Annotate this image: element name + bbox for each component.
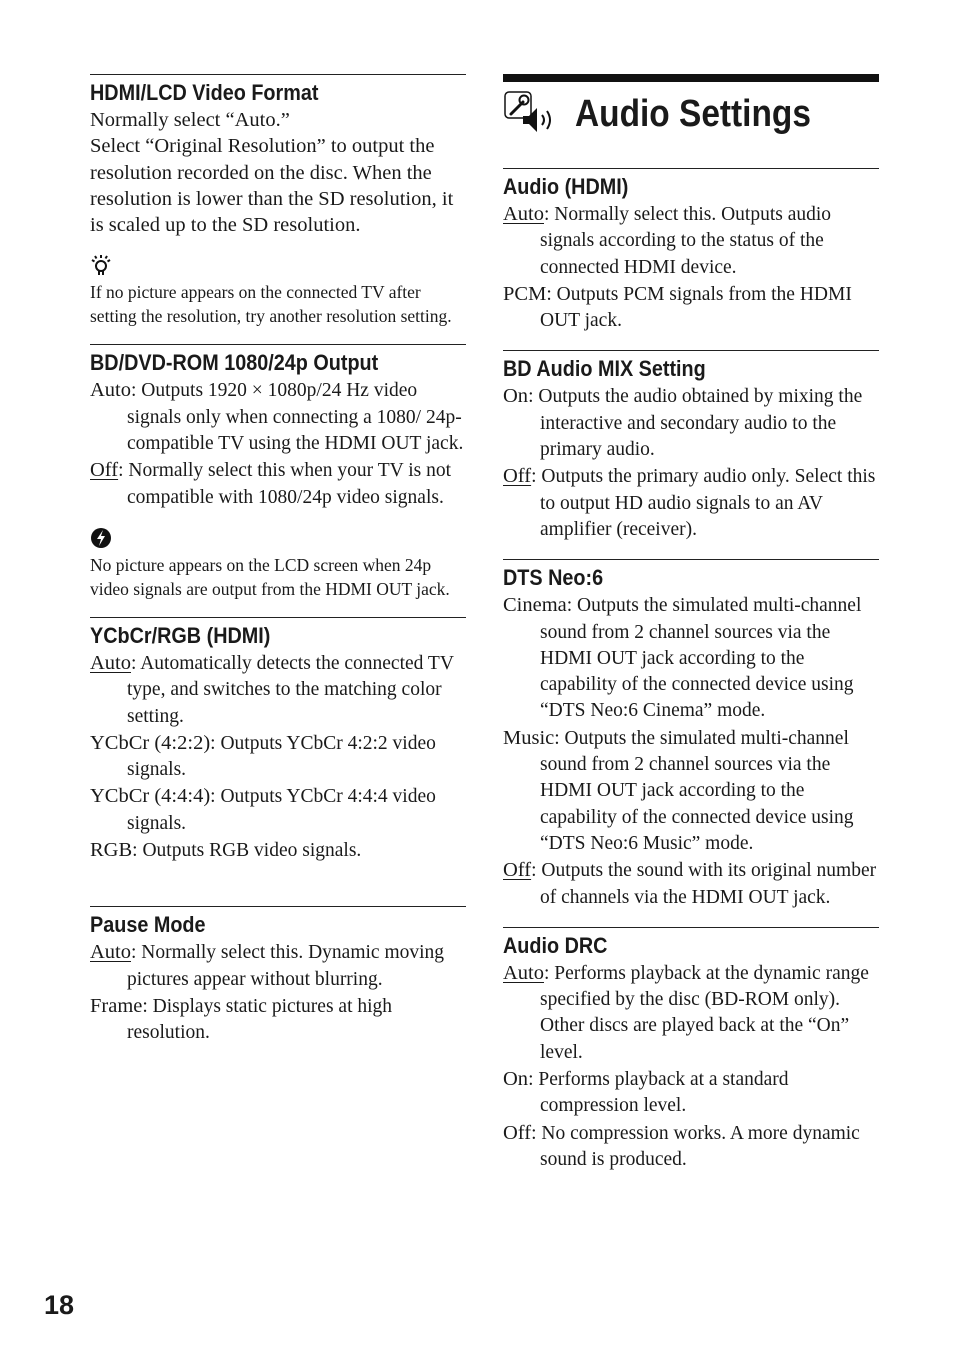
option-description: : Outputs the simulated multi-channel sound from 2 channel sources via the HDMI OUT jack according to the capability of the connected device using “DTS Neo:6 Cinema” mode.: [540, 595, 862, 722]
section-audio-hdmi: [503, 168, 879, 334]
option-description: : Displays static pictures at high resolution.: [127, 995, 393, 1044]
section-heading: Audio DRC: [503, 932, 608, 958]
section-audio-drc: [503, 927, 879, 1173]
hint-text: If no picture appears on the connected TV after setting the resolution, try another resolution setting.: [90, 282, 452, 327]
section-heading: Audio (HDMI): [503, 174, 629, 199]
option-key-default: Off: [90, 459, 119, 482]
section-heading: Pause Mode: [90, 912, 206, 938]
option-description: : Normally select this when your TV is not compatible with 1080/24p video signals.: [118, 460, 452, 508]
option-off: [503, 857, 879, 911]
option-ycbcr-444: [90, 783, 466, 837]
option-description: : No compression works. A more dynamic sound is produced.: [531, 1122, 860, 1170]
option-key: Frame: [90, 994, 143, 1017]
left-column: [90, 74, 466, 1047]
option-frame: [90, 993, 466, 1047]
option-description: : Normally select this. Outputs audio signals according to the status of the connected HDMI device.: [540, 204, 832, 278]
page-number: 18: [44, 1290, 75, 1320]
option-key-default: Auto: [90, 941, 131, 964]
page-title: Audio Settings: [575, 93, 811, 135]
section-pause-mode: [90, 906, 466, 1046]
option-rgb: [90, 837, 466, 864]
section-heading: DTS Neo:6: [503, 565, 604, 591]
option-auto: [90, 650, 466, 730]
option-key: Cinema: [503, 594, 567, 617]
caution-note-icon: [90, 527, 112, 549]
option-description: : Outputs YCbCr 4:4:4 video signals.: [127, 786, 436, 834]
option-description: : Performs playback at the dynamic range specified by the disc (BD-ROM only). Other discs are played back at the “On” level.: [540, 962, 869, 1063]
option-key: YCbCr (4:2:2): [90, 731, 211, 754]
paragraph: Normally select “Auto.”: [90, 109, 290, 131]
option-cinema: [503, 592, 879, 724]
option-key-default: Auto: [503, 961, 544, 984]
option-on: [503, 1066, 879, 1120]
option-description: : Outputs the primary audio only. Select this to output HD audio signals to an AV amplifier (receiver).: [531, 466, 876, 540]
option-key-default: Auto: [90, 651, 131, 674]
option-key: Auto: [90, 379, 131, 402]
option-description: : Outputs YCbCr 4:2:2 video signals.: [127, 732, 436, 781]
option-key: On: [503, 385, 529, 408]
section-bd-audio-mix: [503, 350, 879, 543]
section-heading: BD/DVD-ROM 1080/24p Output: [90, 350, 379, 376]
option-description: : Outputs the audio obtained by mixing the interactive and secondary audio to the primary audio.: [528, 386, 863, 461]
option-auto: [503, 201, 879, 281]
option-description: : Outputs the sound with its original number of channels via the HDMI OUT jack.: [531, 860, 877, 908]
audio-settings-icon: [503, 88, 563, 138]
option-ycbcr-422: [90, 730, 466, 784]
option-description: : Automatically detects the connected TV type, and switches to the matching color setting.: [127, 652, 454, 727]
option-off: [90, 457, 466, 511]
option-description: : Performs playback at a standard compression level.: [528, 1069, 789, 1117]
option-off: [503, 1120, 879, 1174]
section-dts-neo6: [503, 559, 879, 911]
section-heading: HDMI/LCD Video Format: [90, 80, 319, 105]
option-description: : Outputs RGB video signals.: [132, 840, 362, 862]
option-description: : Outputs PCM signals from the HDMI OUT jack.: [540, 283, 852, 332]
option-music: [503, 725, 879, 857]
option-key-default: Off: [503, 465, 532, 488]
paragraph: Select “Original Resolution” to output the resolution recorded on the disc. When the resolution is lower than the SD resolution, it is scaled up to the SD resolution.: [90, 135, 454, 237]
option-key-default: Auto: [503, 203, 544, 225]
option-off: [503, 463, 879, 543]
option-description: : Normally select this. Dynamic moving pictures appear without blurring.: [127, 942, 445, 990]
option-key: Off: [503, 1121, 532, 1144]
option-key: RGB: [90, 839, 133, 862]
right-column: [503, 74, 879, 1173]
option-description: : Outputs the simulated multi-channel sound from 2 channel sources via the HDMI OUT jack according to the capability of the connected device using “DTS Neo:6 Music” mode.: [540, 727, 854, 854]
option-pcm: [503, 281, 879, 335]
section-ycbcr-rgb: [90, 617, 466, 864]
option-key: PCM: [503, 282, 547, 305]
option-auto: [503, 960, 879, 1066]
chapter-title-bar: [503, 74, 879, 168]
option-key: Music: [503, 726, 555, 749]
section-heading: BD Audio MIX Setting: [503, 356, 706, 382]
option-on: [503, 383, 879, 463]
option-description: : Outputs 1920 × 1080p/24 Hz video signals only when connecting a 1080/ 24p-compatible TV using the HDMI OUT jack.: [127, 380, 464, 455]
option-auto: [90, 939, 466, 993]
section-hdmi-lcd-video-format: [90, 74, 466, 328]
section-heading: YCbCr/RGB (HDMI): [90, 622, 271, 648]
option-key: On: [503, 1068, 529, 1091]
option-key: YCbCr (4:4:4): [90, 785, 211, 808]
option-auto: [90, 377, 466, 457]
note-text: No picture appears on the LCD screen when 24p video signals are output from the HDMI OUT jack.: [90, 554, 450, 599]
option-key-default: Off: [503, 859, 532, 882]
lightbulb-hint-icon: [90, 254, 112, 276]
section-bd-dvd-1080-24p: [90, 344, 466, 600]
